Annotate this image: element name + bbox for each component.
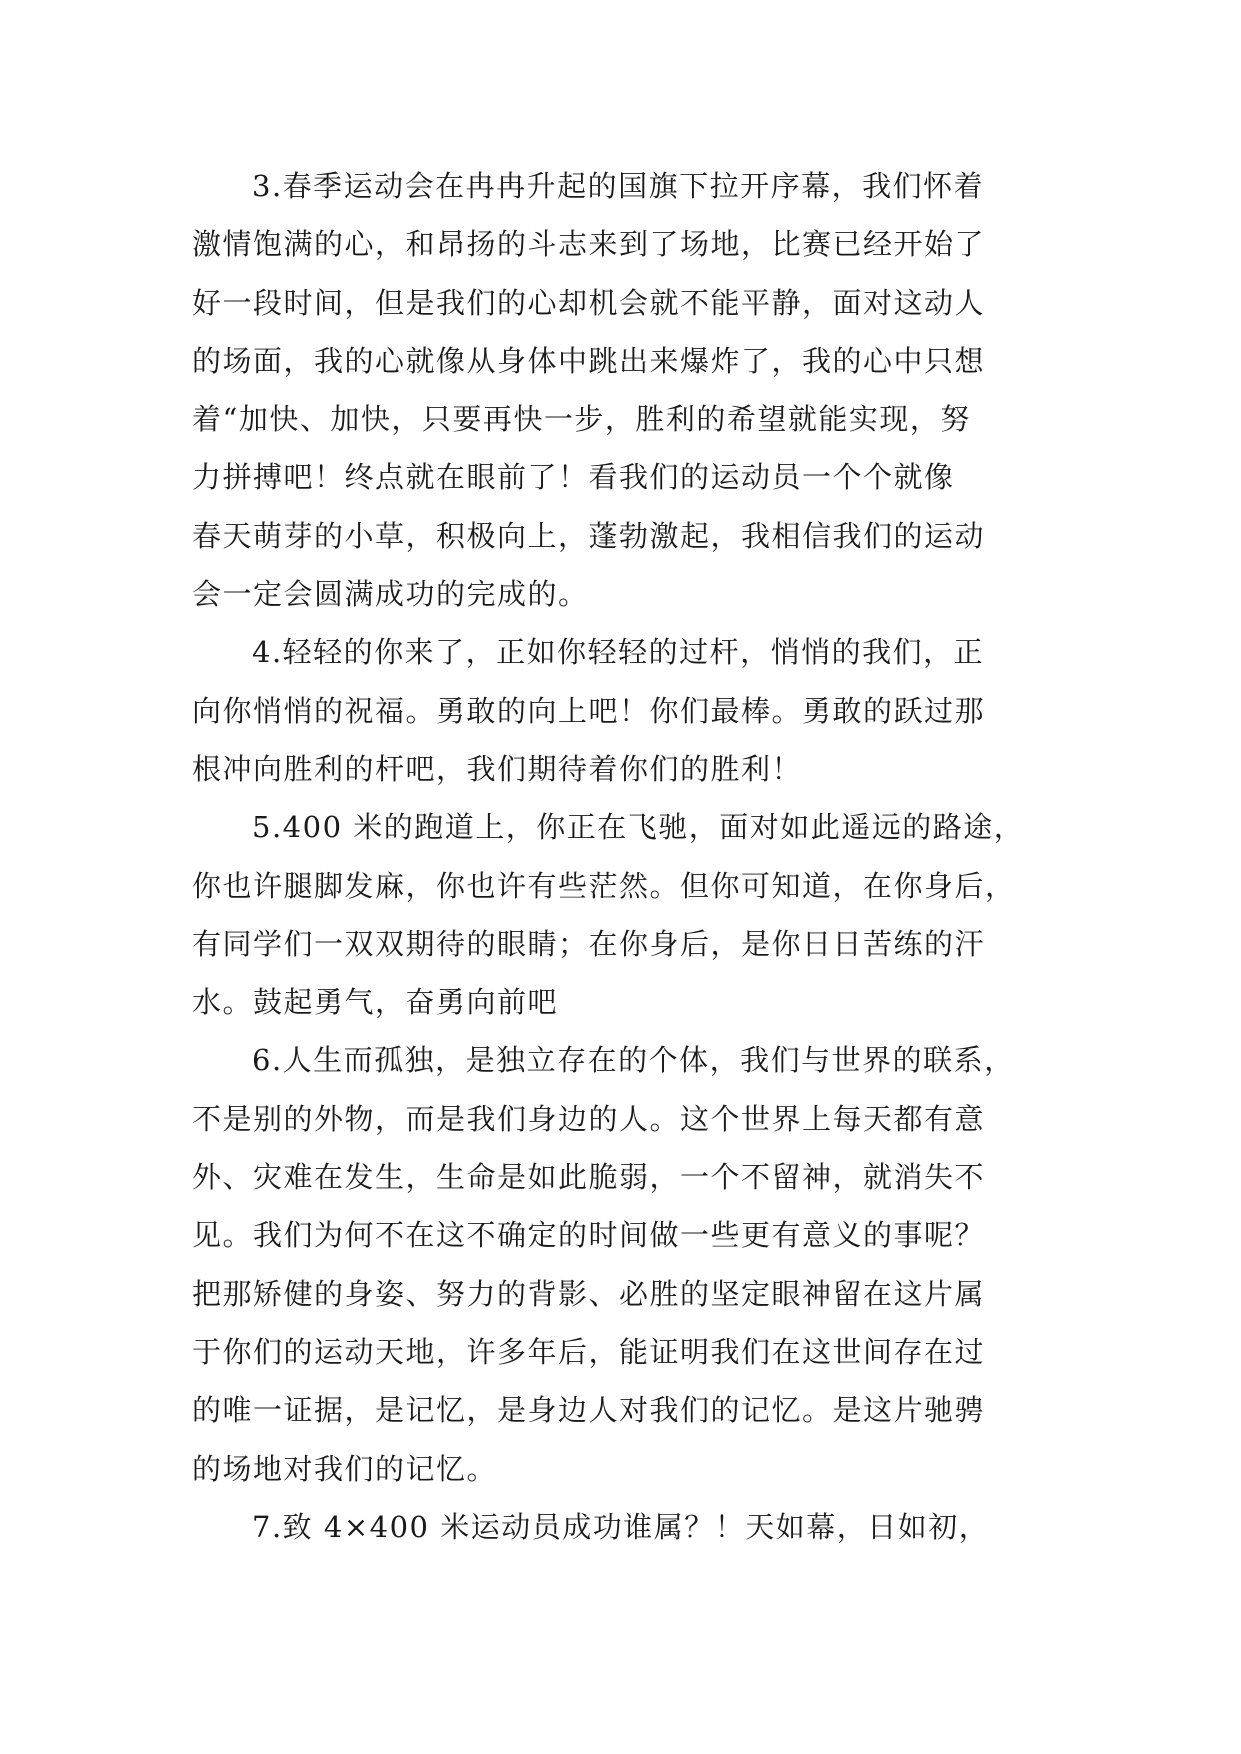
text-line: 6.人生而孤独，是独立存在的个体，我们与世界的联系， bbox=[252, 1043, 1015, 1078]
document-body bbox=[192, 157, 1048, 1556]
text-line: 于你们的运动天地，许多年后，能证明我们在这世间存在过 bbox=[192, 1334, 986, 1369]
text-line: 力拼搏吧！终点就在眼前了！看我们的运动员一个个就像 bbox=[192, 460, 955, 495]
text-line: 会一定会圆满成功的完成的。 bbox=[192, 577, 589, 612]
text-line: 的场面，我的心就像从身体中跳出来爆炸了，我的心中只想 bbox=[192, 343, 986, 378]
text-line: 春天萌芽的小草，积极向上，蓬勃激起，我相信我们的运动 bbox=[192, 518, 986, 553]
paragraph-5 bbox=[192, 798, 1048, 1031]
text-line: 把那矫健的身姿、努力的背影、必胜的坚定眼神留在这片属 bbox=[192, 1276, 986, 1311]
text-line: 着“加快、加快，只要再快一步，胜利的希望就能实现，努 bbox=[192, 402, 971, 437]
text-line: 5.400 米的跑道上，你正在飞驰，面对如此遥远的路途， bbox=[252, 810, 1025, 845]
text-line: 不是别的外物，而是我们身边的人。这个世界上每天都有意 bbox=[192, 1101, 986, 1136]
text-line: 你也许腿脚发麻，你也许有些茫然。但你可知道，在你身后， bbox=[192, 868, 1016, 903]
text-line: 好一段时间，但是我们的心却机会就不能平静，面对这动人 bbox=[192, 285, 986, 320]
text-line: 水。鼓起勇气，奋勇向前吧 bbox=[192, 985, 559, 1020]
text-line: 7.致 4×400 米运动员成功谁属？！天如幕，日如初， bbox=[252, 1509, 990, 1544]
text-line: 外、灾难在发生，生命是如此脆弱，一个不留神，就消失不 bbox=[192, 1160, 986, 1195]
text-line: 向你悄悄的祝福。勇敢的向上吧！你们最棒。勇敢的跃过那 bbox=[192, 693, 986, 728]
text-line: 的唯一证据，是记忆，是身边人对我们的记忆。是这片驰骋 bbox=[192, 1393, 986, 1428]
text-line: 4.轻轻的你来了，正如你轻轻的过杆，悄悄的我们，正 bbox=[252, 635, 985, 670]
paragraph-6 bbox=[192, 1031, 1048, 1497]
text-line: 激情饱满的心，和昂扬的斗志来到了场地，比赛已经开始了 bbox=[192, 227, 986, 262]
text-line: 见。我们为何不在这不确定的时间做一些更有意义的事呢？ bbox=[192, 1218, 986, 1253]
text-line: 根冲向胜利的杆吧，我们期待着你们的胜利！ bbox=[192, 751, 803, 786]
text-line: 有同学们一双双期待的眼睛；在你身后，是你日日苦练的汗 bbox=[192, 926, 986, 961]
paragraph-3 bbox=[192, 157, 1048, 623]
text-line: 3.春季运动会在冉冉升起的国旗下拉开序幕，我们怀着 bbox=[252, 169, 985, 203]
paragraph-7 bbox=[192, 1498, 1048, 1556]
text-line: 的场地对我们的记忆。 bbox=[192, 1451, 498, 1486]
paragraph-4 bbox=[192, 623, 1048, 798]
